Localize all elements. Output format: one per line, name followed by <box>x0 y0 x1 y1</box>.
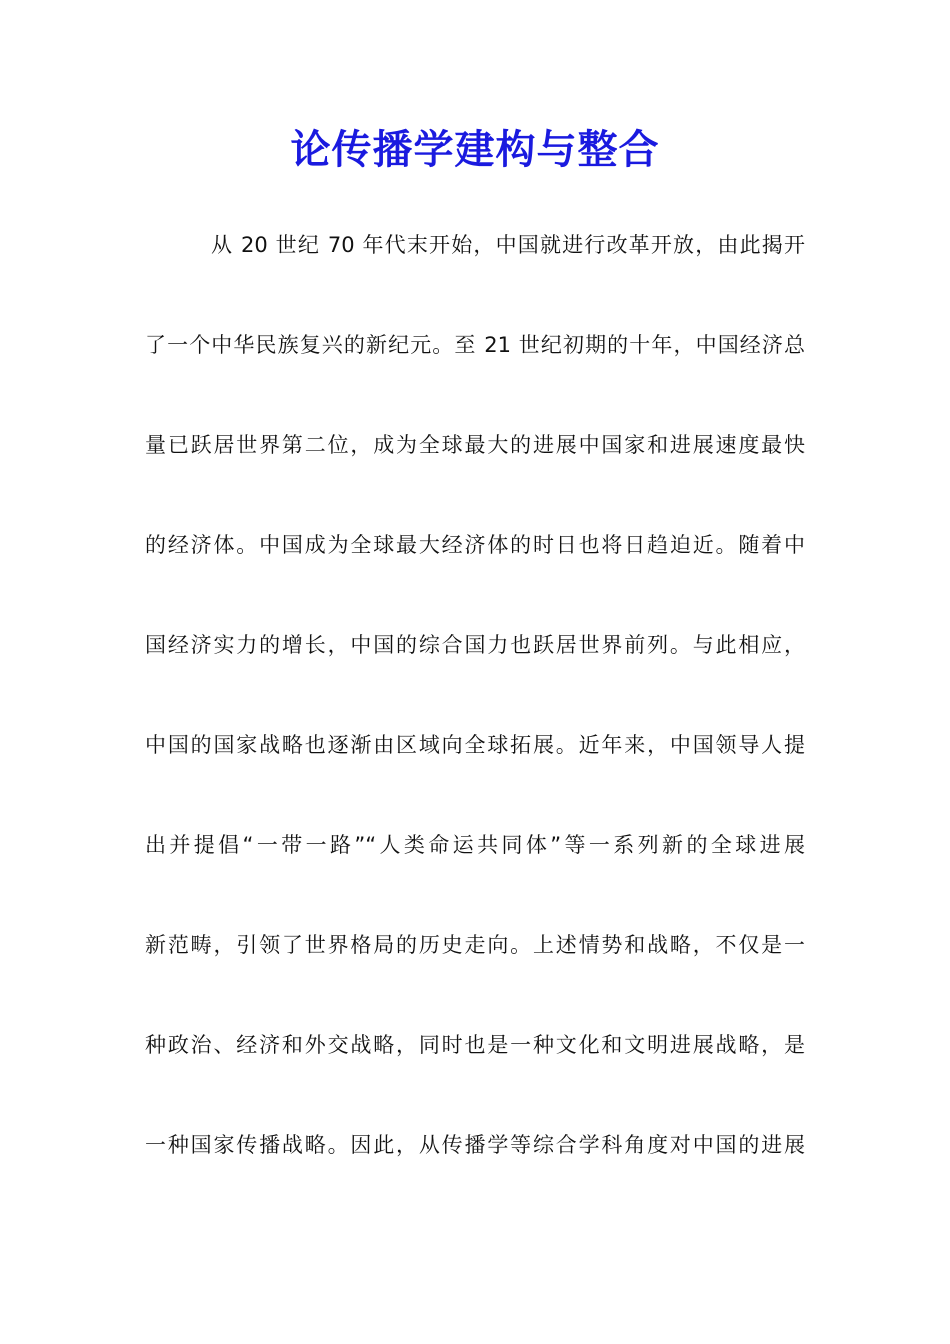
paragraph-line <box>145 720 805 820</box>
paragraph-line <box>145 520 805 620</box>
line-text: 新范畴，引领了世界格局的历史走向。上述情势和战略，不仅是一 <box>145 933 805 957</box>
paragraph-line <box>145 920 805 1020</box>
paragraph-line <box>145 220 805 320</box>
line-text: 中国的国家战略也逐渐由区域向全球拓展。近年来，中国领导人提 <box>145 733 805 757</box>
body-paragraph <box>145 220 805 1220</box>
line-text: 从 20 世纪 70 年代末开始，中国就进行改革开放，由此揭开 <box>211 233 805 257</box>
line-text: 国经济实力的增长，中国的综合国力也跃居世界前列。与此相应， <box>145 633 805 657</box>
line-text: 了一个中华民族复兴的新纪元。至 21 世纪初期的十年，中国经济总 <box>145 333 805 357</box>
paragraph-line <box>145 420 805 520</box>
line-text: 一种国家传播战略。因此，从传播学等综合学科角度对中国的进展 <box>145 1133 805 1157</box>
line-text: 的经济体。中国成为全球最大经济体的时日也将日趋迫近。随着中 <box>145 533 805 557</box>
document-title: 论传播学建构与整合 <box>290 126 660 173</box>
paragraph-line <box>145 320 805 420</box>
line-text: 种政治、经济和外交战略，同时也是一种文化和文明进展战略，是 <box>145 1033 805 1057</box>
paragraph-line <box>145 620 805 720</box>
line-text: 量已跃居世界第二位，成为全球最大的进展中国家和进展速度最快 <box>145 433 805 457</box>
paragraph-line <box>145 1020 805 1120</box>
paragraph-line <box>145 820 805 920</box>
paragraph-line <box>145 1120 805 1220</box>
line-text: 出并提倡“一带一路”“人类命运共同体”等一系列新的全球进展 <box>145 833 805 857</box>
